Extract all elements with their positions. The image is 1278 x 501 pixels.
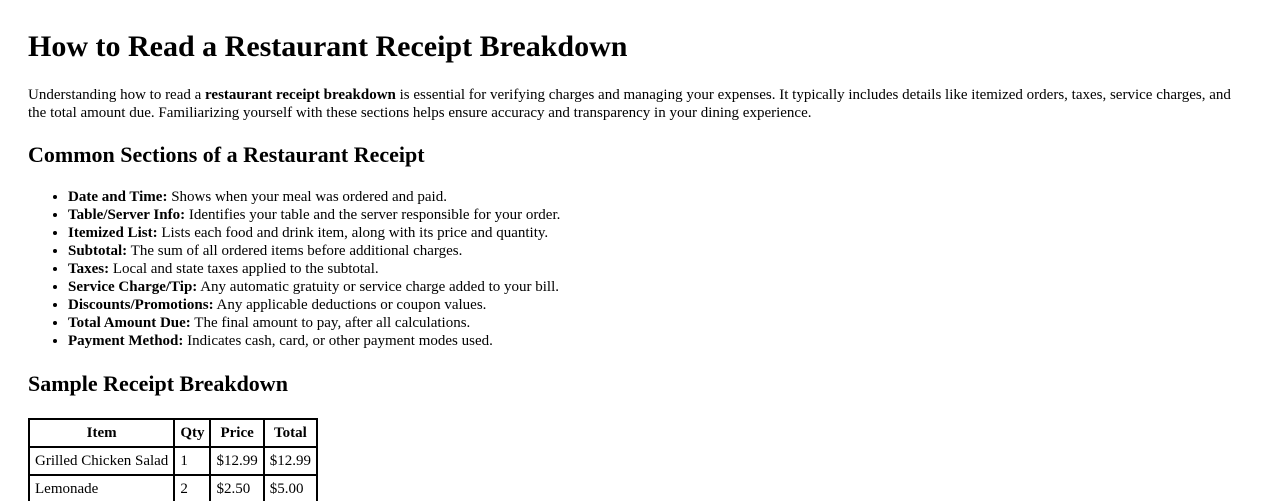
- cell-price: $12.99: [210, 447, 263, 475]
- table-row: [29, 447, 317, 475]
- list-item-desc: Shows when your meal was ordered and paid.: [167, 189, 447, 205]
- list-item: [68, 188, 560, 206]
- list-item-desc: Local and state taxes applied to the subtotal.: [109, 261, 379, 277]
- sections-list: [28, 188, 560, 350]
- intro-paragraph: [28, 86, 1240, 122]
- sections-heading: Common Sections of a Restaurant Receipt: [28, 142, 425, 167]
- intro-bold-term: restaurant receipt breakdown: [205, 87, 396, 103]
- page-title: How to Read a Restaurant Receipt Breakdown: [28, 30, 628, 63]
- list-item-desc: Any automatic gratuity or service charge added to your bill.: [197, 279, 559, 295]
- table-header-row: [29, 419, 317, 447]
- cell-total: $5.00: [264, 475, 317, 501]
- list-item-desc: Any applicable deductions or coupon values.: [213, 297, 487, 313]
- list-item-term: Subtotal:: [68, 243, 128, 259]
- list-item-term: Discounts/Promotions:: [68, 297, 214, 313]
- list-item-term: Total Amount Due:: [68, 315, 191, 331]
- list-item: [68, 296, 560, 314]
- cell-qty: 1: [174, 447, 210, 475]
- cell-qty: 2: [174, 475, 210, 501]
- list-item-term: Service Charge/Tip:: [68, 279, 198, 295]
- list-item-term: Taxes:: [68, 261, 110, 277]
- list-item-desc: Identifies your table and the server responsible for your order.: [185, 207, 561, 223]
- cell-item: Grilled Chicken Salad: [29, 447, 174, 475]
- cell-total: $12.99: [264, 447, 317, 475]
- intro-text-before: Understanding how to read a: [28, 87, 206, 103]
- list-item-term: Payment Method:: [68, 333, 184, 349]
- cell-price: $2.50: [210, 475, 263, 501]
- list-item: [68, 278, 560, 296]
- receipt-table: [28, 418, 318, 501]
- list-item: [68, 206, 560, 224]
- column-header-price: Price: [210, 419, 263, 447]
- list-item-desc: Indicates cash, card, or other payment modes used.: [183, 333, 493, 349]
- sample-heading: Sample Receipt Breakdown: [28, 371, 288, 396]
- list-item-term: Itemized List:: [68, 225, 158, 241]
- list-item: [68, 314, 560, 332]
- column-header-item: Item: [29, 419, 174, 447]
- list-item-desc: The final amount to pay, after all calculations.: [190, 315, 471, 331]
- list-item: [68, 332, 560, 350]
- list-item-term: Table/Server Info:: [68, 207, 186, 223]
- list-item: [68, 224, 560, 242]
- intro-text-after: is essential for verifying charges and managing your expenses. It typically includes details like itemized orders, taxes, service charges, and the total amount due. Familiarizing yourself with these sections helps ensure accuracy and transparency in your dining experience.: [28, 87, 1231, 121]
- cell-item: Lemonade: [29, 475, 174, 501]
- column-header-total: Total: [264, 419, 317, 447]
- list-item: [68, 242, 560, 260]
- list-item-desc: Lists each food and drink item, along with its price and quantity.: [157, 225, 549, 241]
- list-item-desc: The sum of all ordered items before additional charges.: [127, 243, 463, 259]
- list-item-term: Date and Time:: [68, 189, 168, 205]
- list-item: [68, 260, 560, 278]
- column-header-qty: Qty: [174, 419, 210, 447]
- table-row: [29, 475, 317, 501]
